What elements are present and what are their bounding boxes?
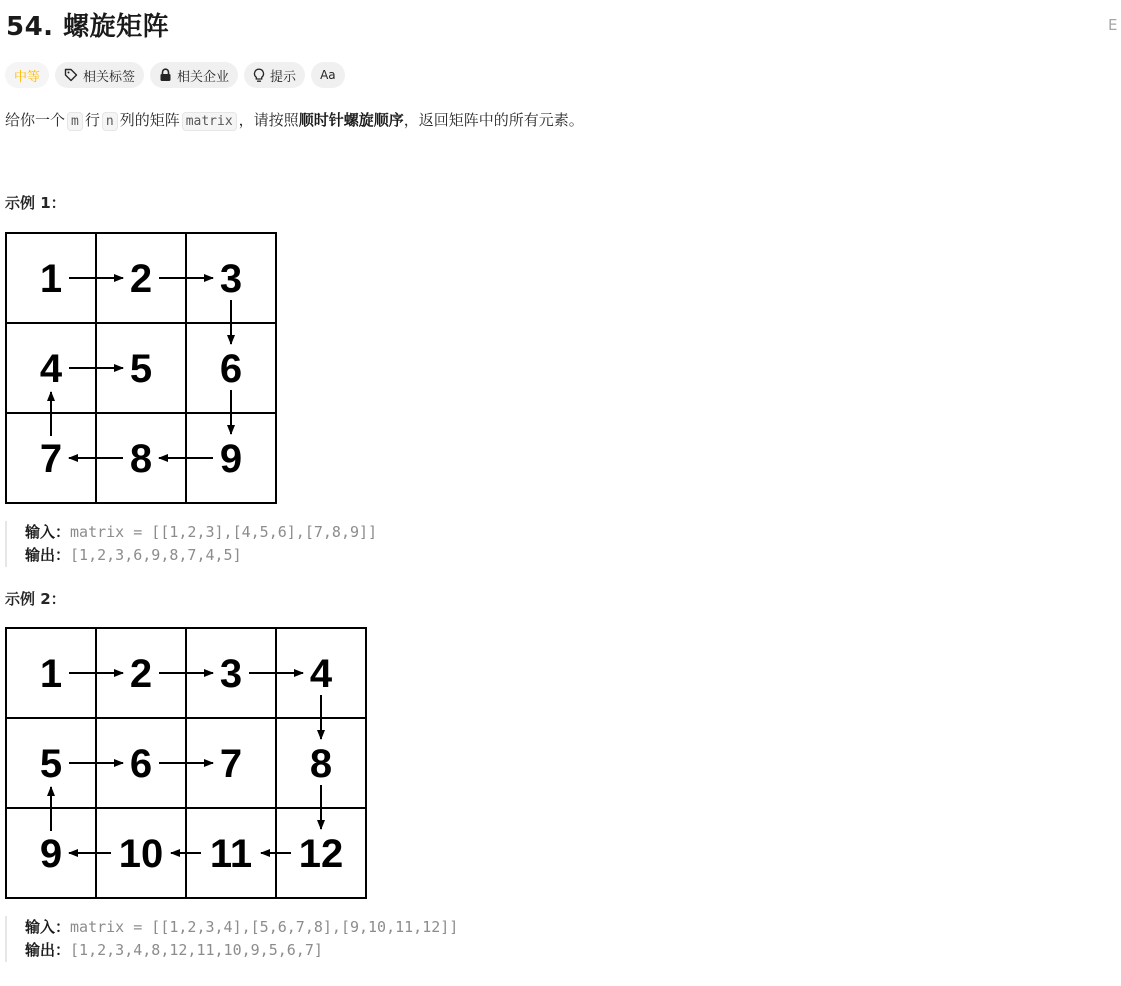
matrix-value: 9 [39, 832, 63, 876]
matrix-value: 10 [118, 832, 164, 876]
code-matrix: matrix [182, 112, 237, 131]
problem-title: 54. 螺旋矩阵 [6, 12, 170, 42]
tag-icon [64, 68, 78, 82]
code-n: n [102, 112, 118, 131]
lightbulb-icon [253, 68, 265, 83]
matrix-value: 2 [129, 652, 153, 696]
input-label: 输入： [25, 918, 71, 936]
problem-description [5, 109, 584, 133]
desc-text: 列的矩阵 [119, 111, 180, 129]
difficulty-badge[interactable] [5, 62, 49, 88]
font-icon: Aa [320, 68, 336, 82]
font-button[interactable] [311, 62, 345, 88]
desc-text: 给你一个 [5, 111, 66, 129]
desc-text: 行 [84, 111, 100, 129]
matrix-value: 11 [209, 832, 253, 876]
matrix-value: 3 [219, 257, 243, 301]
output-label: 输出： [25, 941, 71, 959]
lock-icon [159, 68, 172, 82]
desc-bold: 顺时针螺旋顺序 [298, 111, 404, 129]
output-label: 输出： [25, 546, 71, 564]
hint-label: 提示 [270, 69, 297, 85]
difficulty-label: 中等 [14, 69, 41, 85]
example-1-io [5, 521, 377, 567]
matrix-value: 12 [298, 832, 344, 876]
matrix-value: 5 [129, 347, 153, 391]
matrix-value: 8 [309, 742, 333, 786]
matrix-value: 4 [309, 652, 333, 696]
input-label: 输入： [25, 523, 71, 541]
related-tags-button[interactable] [55, 62, 144, 88]
output-value: [1,2,3,6,9,8,7,4,5] [70, 546, 242, 564]
desc-text: ，返回矩阵中的所有元素。 [403, 111, 584, 129]
example-1-matrix-image [5, 232, 277, 504]
matrix-value: 1 [39, 652, 63, 696]
matrix-value: 5 [39, 742, 63, 786]
matrix-value: 9 [219, 437, 243, 481]
matrix-value: 1 [39, 257, 63, 301]
matrix-value: 8 [129, 437, 153, 481]
matrix-value: 7 [219, 742, 243, 786]
desc-text: ，请按照 [238, 111, 299, 129]
matrix-value: 6 [129, 742, 153, 786]
matrix-value: 7 [39, 437, 63, 481]
matrix-svg [5, 627, 367, 899]
related-companies-label: 相关企业 [177, 69, 230, 85]
corner-icon[interactable]: E [1108, 16, 1118, 34]
matrix-value: 6 [219, 347, 243, 391]
example-2-title: 示例 2： [5, 590, 66, 608]
matrix-svg [5, 232, 277, 504]
tag-bar [5, 62, 345, 88]
input-value: matrix = [[1,2,3],[4,5,6],[7,8,9]] [70, 523, 378, 541]
related-companies-button[interactable] [150, 62, 238, 88]
example-2-matrix-image [5, 627, 367, 899]
example-2-io [5, 916, 458, 962]
input-value: matrix = [[1,2,3,4],[5,6,7,8],[9,10,11,12]] [70, 918, 459, 936]
output-value: [1,2,3,4,8,12,11,10,9,5,6,7] [70, 941, 323, 959]
hint-button[interactable] [244, 62, 305, 88]
matrix-value: 2 [129, 257, 153, 301]
code-m: m [67, 112, 83, 131]
matrix-value: 3 [219, 652, 243, 696]
related-tags-label: 相关标签 [83, 69, 136, 85]
example-1-title: 示例 1： [5, 194, 66, 212]
matrix-value: 4 [39, 347, 63, 391]
